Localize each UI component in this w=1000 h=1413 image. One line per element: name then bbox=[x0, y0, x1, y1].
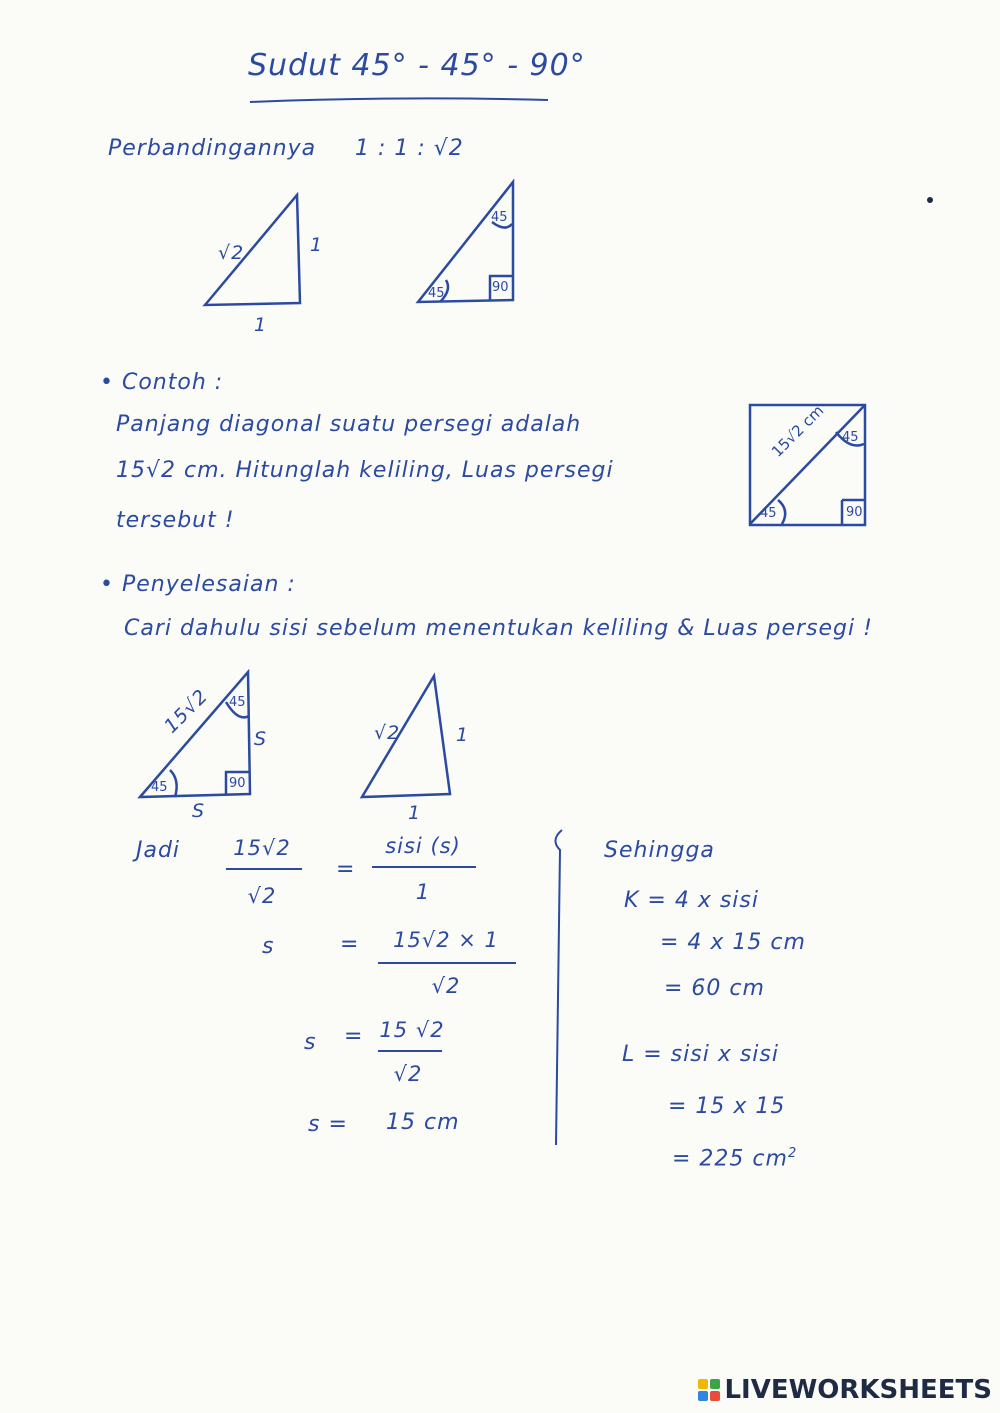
calc-f2-den: 1 bbox=[415, 880, 431, 904]
calc-f4-den: √2 bbox=[393, 1062, 423, 1086]
calc-f4-bar bbox=[378, 1050, 442, 1052]
example-heading: • Contoh : bbox=[100, 370, 224, 395]
calc-f4-num: 15 √2 bbox=[379, 1018, 445, 1042]
right-sehingga: Sehingga bbox=[604, 838, 715, 863]
fig2-right-angle: 90 bbox=[492, 280, 509, 295]
fig2-left-angle: 45 bbox=[428, 286, 445, 301]
right-l2: = 15 x 15 bbox=[668, 1094, 786, 1119]
square-angle-tr: 45 bbox=[842, 430, 859, 445]
fig4-base-label: 1 bbox=[408, 802, 422, 824]
calc-f1-bar bbox=[226, 868, 302, 870]
logo-text: LIVEWORKSHEETS bbox=[724, 1375, 992, 1405]
liveworksheets-logo bbox=[698, 1375, 992, 1405]
fig4-hyp-label: √2 bbox=[374, 722, 401, 744]
right-k1: K = 4 x sisi bbox=[624, 888, 759, 913]
fig3-right-angle: 90 bbox=[229, 776, 246, 791]
calc-s2: s bbox=[304, 1030, 317, 1055]
right-l3 bbox=[672, 1146, 797, 1171]
solution-heading: • Penyelesaian : bbox=[100, 572, 296, 597]
right-l1: L = sisi x sisi bbox=[622, 1042, 779, 1067]
calc-f3-bar bbox=[378, 962, 516, 964]
logo-mark-icon bbox=[698, 1379, 720, 1401]
right-l3-text: = 225 cm bbox=[672, 1146, 788, 1172]
example-line2: 15√2 cm. Hitunglah keliling, Luas persegi bbox=[116, 458, 614, 483]
calc-f1-den: √2 bbox=[247, 884, 277, 908]
fig2-top-angle: 45 bbox=[491, 210, 508, 225]
fig1-side-label: 1 bbox=[310, 234, 324, 256]
square-angle-bl: 45 bbox=[760, 506, 777, 521]
fig3-hyp-label: 15√2 bbox=[160, 684, 213, 738]
square-angle-br: 90 bbox=[846, 505, 863, 520]
right-k3: = 60 cm bbox=[664, 976, 765, 1001]
page-title: Sudut 45° - 45° - 90° bbox=[248, 48, 586, 83]
right-l3-sup: 2 bbox=[787, 1146, 798, 1161]
example-line1: Panjang diagonal suatu persegi adalah bbox=[116, 412, 582, 437]
calc-jadi: Jadi bbox=[136, 838, 181, 863]
fig1-base-label: 1 bbox=[254, 314, 268, 336]
calc-f3-den: √2 bbox=[431, 974, 461, 998]
fig3-base-label: S bbox=[192, 800, 206, 822]
vertical-divider bbox=[555, 830, 562, 1145]
calc-eq2: = bbox=[340, 932, 360, 957]
calc-eq3: = bbox=[344, 1024, 364, 1049]
fig3-side-label: S bbox=[254, 728, 268, 750]
fig3-left-angle: 45 bbox=[151, 780, 168, 795]
ratio-label: Perbandingannya bbox=[108, 136, 317, 161]
calc-result: 15 cm bbox=[386, 1110, 460, 1135]
calc-s3: s = bbox=[308, 1112, 348, 1137]
calc-s1: s bbox=[262, 934, 275, 959]
calc-f2-num: sisi (s) bbox=[385, 834, 461, 858]
calc-f3-num: 15√2 × 1 bbox=[393, 928, 499, 952]
example-line3: tersebut ! bbox=[116, 508, 235, 533]
fig4-side-label: 1 bbox=[456, 724, 470, 746]
square-diag-label: 15√2 cm bbox=[768, 401, 828, 461]
ratio-value: 1 : 1 : √2 bbox=[355, 136, 464, 161]
solution-line1: Cari dahulu sisi sebelum menentukan keliling & Luas persegi ! bbox=[124, 616, 873, 641]
fig1-hyp-label: √2 bbox=[218, 242, 245, 264]
calc-eq1: = bbox=[336, 857, 356, 882]
fig3-top-angle: 45 bbox=[229, 695, 246, 710]
calc-f1-num: 15√2 bbox=[233, 836, 291, 860]
right-k2: = 4 x 15 cm bbox=[660, 930, 806, 955]
calc-f2-bar bbox=[372, 866, 476, 868]
